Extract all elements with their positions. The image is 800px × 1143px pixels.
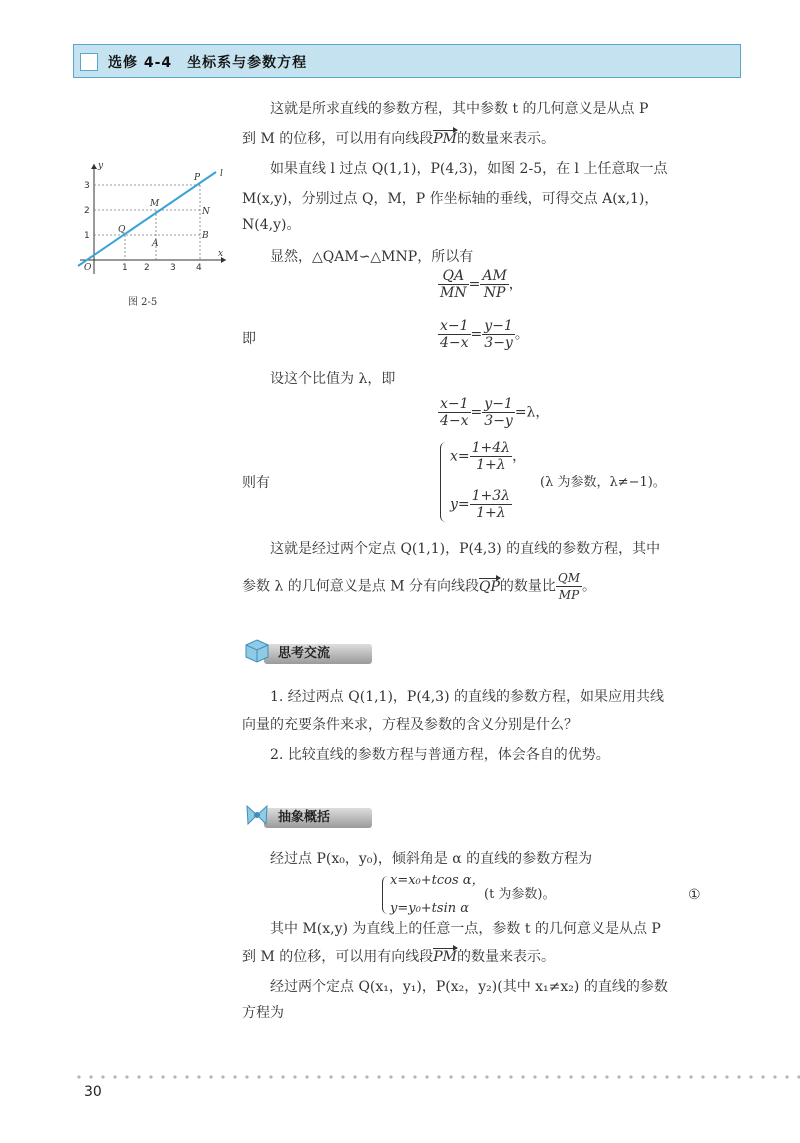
vector-PM-2: PM bbox=[433, 946, 457, 968]
tick-x-2: 2 bbox=[144, 263, 150, 273]
think-q2: 2. 比较直线的参数方程与普通方程，体会各自的优势。 bbox=[270, 747, 610, 763]
abstract-system-y: y=y₀+tsin α bbox=[390, 901, 470, 916]
abstract-line-4: 经过两个定点 Q(x₁，y₁)，P(x₂，y₂)(其中 x₁≠x₂) 的直线的参数 bbox=[270, 979, 668, 995]
system-y-equation: y= $\frac{1+3\lambda}{1+\lambda}$ bbox=[450, 488, 511, 521]
origin-label: O bbox=[84, 263, 92, 273]
label-ji: 即 bbox=[242, 331, 256, 347]
tick-y-2: 2 bbox=[84, 206, 90, 216]
point-A: A bbox=[152, 239, 159, 249]
para-1-line-2: 到 M 的位移，可以用有向线段PM的数量来表示。 bbox=[242, 128, 555, 150]
figure-caption: 图 2-5 bbox=[128, 297, 158, 308]
think-q1-line-1: 1. 经过两点 Q(1,1)，P(4,3) 的直线的参数方程，如果应用共线 bbox=[270, 689, 664, 705]
page-number: 30 bbox=[84, 1084, 102, 1100]
abstract-line-3: 到 M 的位移，可以用有向线段PM的数量来表示。 bbox=[242, 946, 555, 968]
point-Q: Q bbox=[118, 225, 126, 235]
chapter-title: 选修 4-4 坐标系与参数方程 bbox=[108, 55, 308, 71]
point-B: B bbox=[202, 231, 209, 241]
para-5-line-1: 这就是经过两个定点 Q(1,1)，P(4,3) 的直线的参数方程，其中 bbox=[270, 541, 661, 557]
equation-xy-ratio: $\frac{x-1}{4-x}$ = $\frac{y-1}{3-y}$ 。 bbox=[440, 318, 529, 351]
equation-lambda: $\frac{x-1}{4-x}$ = $\frac{y-1}{3-y}$ =λ， bbox=[440, 396, 550, 429]
para-3: 显然，△QAM∽△MNP，所以有 bbox=[270, 249, 474, 265]
abstract-summary-badge bbox=[244, 802, 374, 830]
chapter-header bbox=[73, 44, 741, 78]
abstract-summary-label: 抽象概括 bbox=[278, 810, 331, 825]
vector-QP: QP bbox=[479, 576, 500, 598]
para-2-line-2: M(x,y)，分别过点 Q，M，P 作坐标轴的垂线，可得交点 A(x,1)， bbox=[242, 191, 659, 207]
figure-2-5 bbox=[76, 158, 234, 278]
para-2-line-1: 如果直线 l 过点 Q(1,1)，P(4,3)，如图 2-5，在 l 上任意取一点 bbox=[270, 161, 668, 177]
vector-PM: PM bbox=[433, 128, 457, 150]
system-x-equation: x= $\frac{1+4\lambda}{1+\lambda}$ ， bbox=[450, 440, 527, 473]
para-1-line-1: 这就是所求直线的参数方程，其中参数 t 的几何意义是从点 P bbox=[270, 101, 649, 117]
equation-similar-ratio: $\frac{QA}{MN}$ = $\frac{AM}{NP}$ ， bbox=[440, 268, 523, 301]
line-l bbox=[78, 172, 216, 266]
point-M: M bbox=[150, 199, 160, 209]
abstract-line-2: 其中 M(x,y) 为直线上的任意一点，参数 t 的几何意义是从点 P bbox=[270, 921, 661, 937]
tick-y-3: 3 bbox=[84, 181, 90, 191]
abstract-system-note: (t 为参数)。 bbox=[484, 887, 556, 902]
think-exchange-badge bbox=[244, 638, 374, 666]
think-exchange-label: 思考交流 bbox=[278, 646, 331, 661]
label-zeyou: 则有 bbox=[242, 475, 270, 491]
header-square-icon bbox=[80, 53, 98, 71]
cube-icon bbox=[244, 638, 270, 664]
tick-y-1: 1 bbox=[84, 231, 90, 241]
line-l-label: l bbox=[220, 169, 223, 179]
abstract-system-x: x=x₀+tcos α， bbox=[390, 873, 485, 888]
equation-number-1: ① bbox=[688, 887, 701, 903]
para-2-line-3: N(4,y)。 bbox=[242, 217, 301, 233]
footer-dotted-rule bbox=[73, 1075, 800, 1079]
para-5-line-2: 参数 λ 的几何意义是点 M 分有向线段QP的数量比 $\frac{QM}{MP}$ 。 bbox=[242, 571, 597, 602]
axis-y-label: y bbox=[98, 161, 104, 171]
tick-x-1: 1 bbox=[122, 263, 128, 273]
point-N: N bbox=[202, 207, 210, 217]
think-q1-line-2: 向量的充要条件来求，方程及参数的含义分别是什么？ bbox=[242, 717, 578, 733]
abstract-system-brace bbox=[382, 876, 389, 914]
tick-x-4: 4 bbox=[196, 263, 202, 273]
system-brace bbox=[440, 442, 447, 522]
tick-x-3: 3 bbox=[170, 263, 176, 273]
axis-x-label: x bbox=[218, 249, 224, 259]
point-P: P bbox=[194, 173, 201, 183]
abstract-line-5: 方程为 bbox=[242, 1005, 284, 1021]
abstract-line-1: 经过点 P(x₀，y₀)，倾斜角是 α 的直线的参数方程为 bbox=[270, 851, 593, 867]
para-4: 设这个比值为 λ，即 bbox=[270, 371, 396, 387]
system-note: (λ 为参数，λ≠−1)。 bbox=[540, 475, 666, 490]
bow-icon bbox=[244, 802, 270, 828]
